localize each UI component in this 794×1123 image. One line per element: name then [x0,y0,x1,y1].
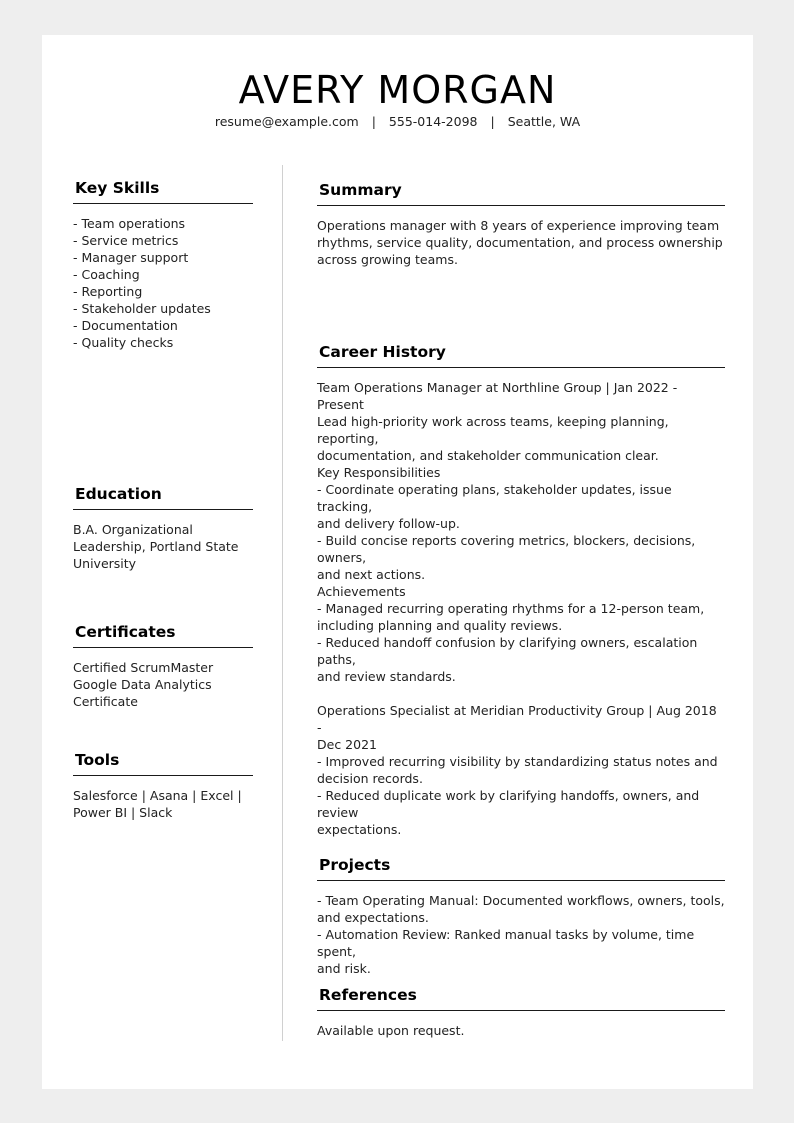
contact-email: resume@example.com [214,114,359,129]
list-item: - Stakeholder updates [73,301,211,316]
column-divider [282,165,283,1041]
certificates-text [73,659,253,710]
text-line: - Team Operating Manual: Documented workflows, owners, tools, [317,893,725,908]
list-item: - Team operations [73,216,186,231]
text-line: - Coordinate operating plans, stakeholder updates, issue tracking, [317,482,672,514]
section-heading: Tools [73,750,253,776]
contact-line [42,114,753,130]
summary-section [317,180,725,268]
text-line: - Automation Review: Ranked manual tasks by volume, time spent, [317,927,695,959]
section-heading: Education [73,484,253,510]
spacer [317,685,725,702]
text-line: across growing teams. [317,252,458,267]
subheading: Achievements [317,584,406,599]
skills-section [73,178,253,351]
text-line: and review standards. [317,669,456,684]
text-line: - Build concise reports covering metrics, blockers, decisions, owners, [317,533,696,565]
text-line: including planning and quality reviews. [317,618,563,633]
career-section [317,342,725,838]
text-line: Dec 2021 [317,737,377,752]
text-line: University [73,556,137,571]
job-title-line: Team Operations Manager at Northline Group | Jan 2022 - Present [317,380,678,412]
contact-separator: | [490,114,495,129]
education-section [73,484,253,572]
resume-page [42,35,753,1089]
job-title-line: Operations Specialist at Meridian Productivity Group | Aug 2018 - [317,703,717,735]
tools-section [73,750,253,821]
text-line: decision records. [317,771,423,786]
section-heading: Career History [317,342,725,368]
section-heading: References [317,985,725,1011]
text-line: - Reduced duplicate work by clarifying handoffs, owners, and review [317,788,700,820]
text-line: documentation, and stakeholder communication clear. [317,448,659,463]
section-heading: Summary [317,180,725,206]
list-item: - Quality checks [73,335,174,350]
section-heading: Key Skills [73,178,253,204]
text-line: expectations. [317,822,402,837]
text-line: Operations manager with 8 years of experience improving team [317,218,720,233]
references-section [317,985,725,1039]
text-line: Power BI | Slack [73,805,173,820]
contact-separator: | [371,114,376,129]
list-item: - Documentation [73,318,178,333]
list-item: - Service metrics [73,233,179,248]
text-line: and risk. [317,961,371,976]
list-item: - Manager support [73,250,189,265]
contact-phone: 555-014-2098 [388,114,478,129]
text-line: and next actions. [317,567,426,582]
subheading: Key Responsibilities [317,465,441,480]
summary-text [317,217,725,268]
text-line: - Improved recurring visibility by standardizing status notes and [317,754,718,769]
career-text [317,379,725,838]
certificates-section [73,622,253,710]
text-line: Google Data Analytics [73,677,212,692]
section-heading: Certificates [73,622,253,648]
text-line: and expectations. [317,910,429,925]
text-line: Available upon request. [317,1023,465,1038]
text-line: - Managed recurring operating rhythms for a 12-person team, [317,601,705,616]
list-item: - Reporting [73,284,143,299]
text-line: Certificate [73,694,138,709]
candidate-name: AVERY MORGAN [238,68,557,112]
projects-text [317,892,725,977]
text-line: Certified ScrumMaster [73,660,214,675]
text-line: - Reduced handoff confusion by clarifying owners, escalation paths, [317,635,698,667]
section-heading: Projects [317,855,725,881]
list-item: - Coaching [73,267,140,282]
projects-section [317,855,725,977]
skills-list [73,215,253,351]
text-line: rhythms, service quality, documentation, and process ownership [317,235,723,250]
references-text [317,1022,725,1039]
text-line: B.A. Organizational [73,522,193,537]
contact-location: Seattle, WA [507,114,581,129]
text-line: Lead high-priority work across teams, keeping planning, reporting, [317,414,669,446]
education-text [73,521,253,572]
text-line: and delivery follow-up. [317,516,460,531]
text-line: Leadership, Portland State [73,539,239,554]
tools-text [73,787,253,821]
text-line: Salesforce | Asana | Excel | [73,788,242,803]
